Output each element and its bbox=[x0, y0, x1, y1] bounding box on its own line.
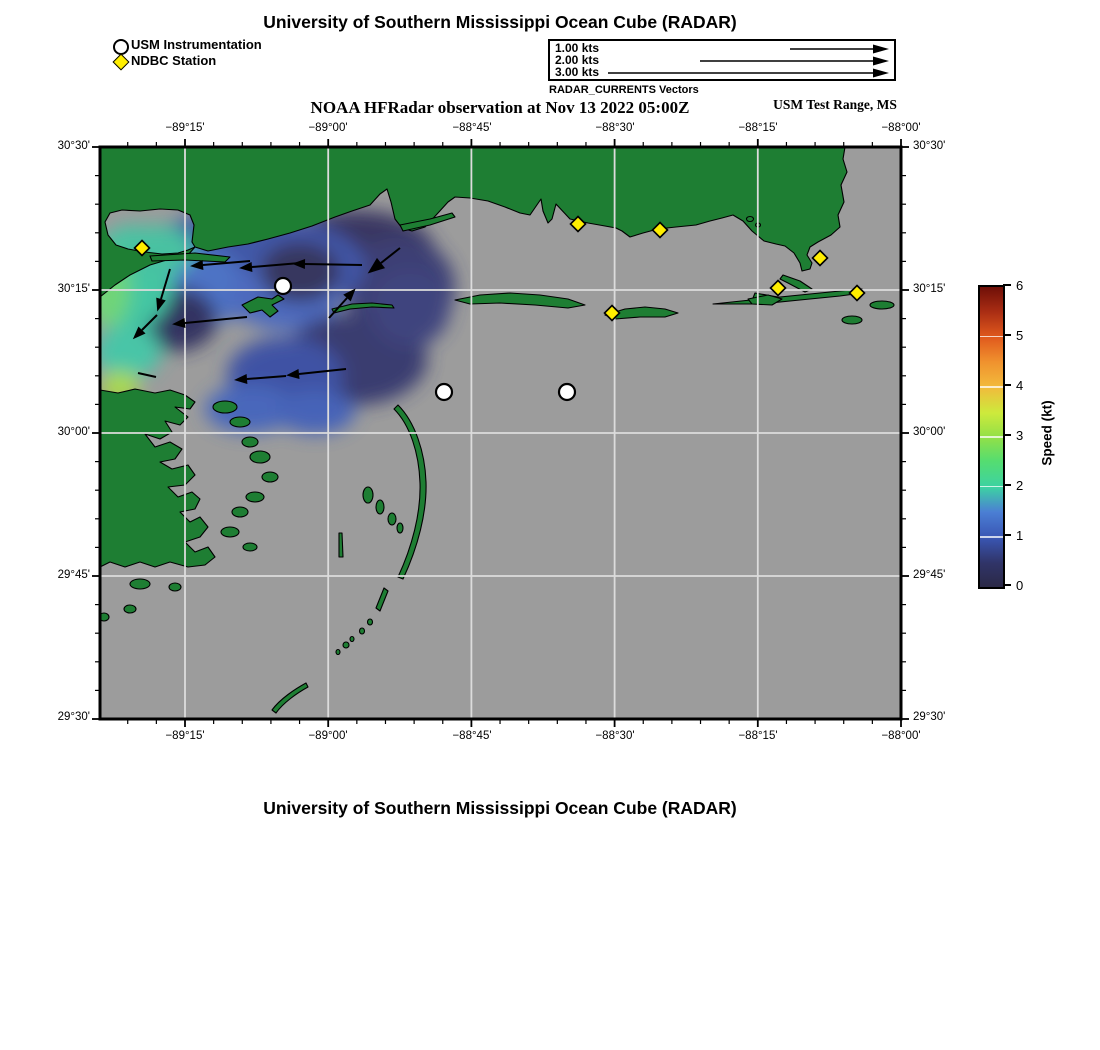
x-tick-top-3: −88°30' bbox=[595, 122, 635, 134]
usm-station-marker bbox=[275, 278, 291, 294]
colorbar-tick-1: 1 bbox=[1016, 528, 1024, 543]
x-tick-top-4: −88°15' bbox=[738, 122, 778, 134]
colorbar-tick-3: 3 bbox=[1016, 428, 1024, 443]
y-tick-right-1: 30°15' bbox=[913, 283, 946, 295]
x-tick-bottom-4: −88°15' bbox=[738, 730, 778, 742]
vector-scale-2kt-label: 2.00 kts bbox=[555, 53, 600, 67]
vector-scale-box bbox=[548, 39, 896, 81]
usm-station-marker bbox=[436, 384, 452, 400]
vector-scale-caption: RADAR_CURRENTS Vectors bbox=[549, 84, 699, 96]
y-tick-left-1: 30°15' bbox=[57, 283, 90, 295]
legend-usm-label: USM Instrumentation bbox=[131, 37, 262, 52]
map-plot bbox=[86, 133, 915, 733]
x-tick-top-5: −88°00' bbox=[881, 122, 921, 134]
colorbar-title: Speed (kt) bbox=[1039, 400, 1055, 466]
colorbar-tick-4: 4 bbox=[1016, 378, 1024, 393]
y-tick-left-0: 30°30' bbox=[57, 140, 90, 152]
test-range-label: USM Test Range, MS bbox=[773, 97, 897, 112]
colorbar-tick-5: 5 bbox=[1016, 328, 1024, 343]
y-tick-right-2: 30°00' bbox=[913, 426, 946, 438]
usm-station-marker bbox=[559, 384, 575, 400]
x-tick-top-0: −89°15' bbox=[165, 122, 205, 134]
colorbar-tick-2: 2 bbox=[1016, 478, 1024, 493]
observation-subtitle: NOAA HFRadar observation at Nov 13 2022 05:00Z bbox=[310, 98, 690, 117]
y-tick-right-3: 29°45' bbox=[913, 569, 946, 581]
legend-ndbc-label: NDBC Station bbox=[131, 53, 217, 68]
y-tick-left-2: 30°00' bbox=[57, 426, 90, 438]
y-tick-right-4: 29°30' bbox=[913, 711, 946, 723]
page-title: University of Southern Mississippi Ocean Cube (RADAR) bbox=[263, 12, 737, 32]
x-tick-top-1: −89°00' bbox=[308, 122, 348, 134]
ndbc-diamond-icon bbox=[115, 56, 127, 68]
vector-scale-1kt-label: 1.00 kts bbox=[555, 41, 600, 55]
colorbar bbox=[978, 285, 1005, 589]
footer-title: University of Southern Mississippi Ocean Cube (RADAR) bbox=[263, 798, 737, 818]
x-tick-bottom-0: −89°15' bbox=[165, 730, 205, 742]
colorbar-tick-6: 6 bbox=[1016, 278, 1024, 293]
y-tick-left-3: 29°45' bbox=[57, 569, 90, 581]
vector-scale-3kt-label: 3.00 kts bbox=[555, 65, 600, 79]
y-tick-left-4: 29°30' bbox=[57, 711, 90, 723]
colorbar-tick-0: 0 bbox=[1016, 578, 1024, 593]
x-tick-bottom-1: −89°00' bbox=[308, 730, 348, 742]
y-tick-right-0: 30°30' bbox=[913, 140, 946, 152]
x-tick-top-2: −88°45' bbox=[452, 122, 492, 134]
x-tick-bottom-2: −88°45' bbox=[452, 730, 492, 742]
x-tick-bottom-5: −88°00' bbox=[881, 730, 921, 742]
x-tick-bottom-3: −88°30' bbox=[595, 730, 635, 742]
vector-scale-arrows bbox=[550, 41, 894, 79]
